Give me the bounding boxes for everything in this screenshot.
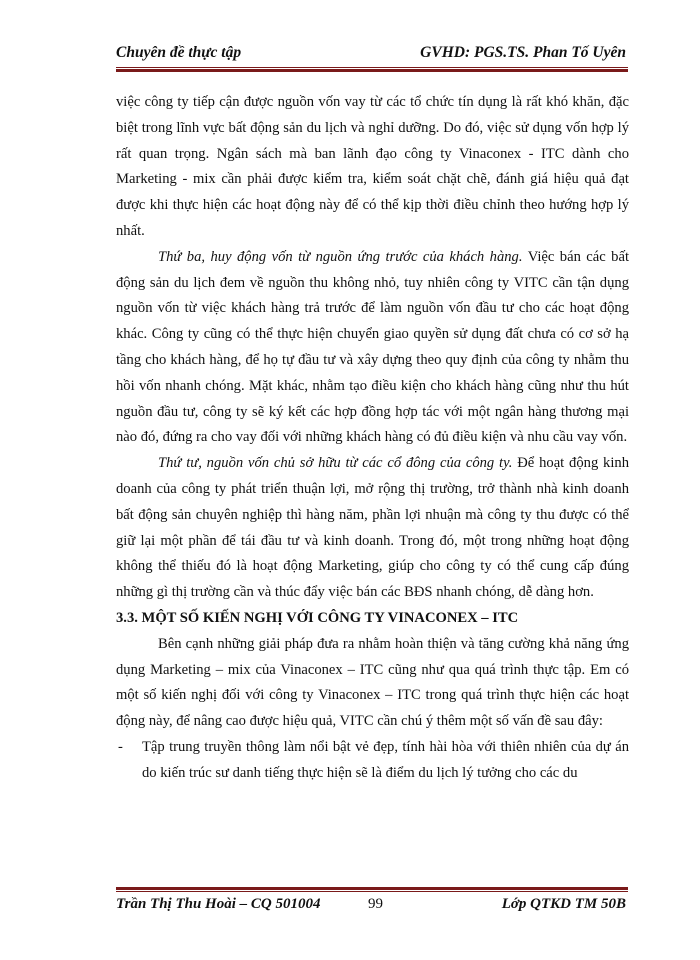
paragraph-recommendations: Bên cạnh những giải pháp đưa ra nhằm hoàn thiện và tăng cường khả năng ứng dụng Marketing – mix của Vinaconex – ITC cũng như qua quá trình thực tập. Em có một số kiến nghị đối với công ty Vinaconex – ITC trong quá trình thực hiện các hoạt động này, để nâng cao được hiệu quả, VITC cần chú ý thêm một số vấn đề sau đây:	[116, 635, 629, 730]
paragraph-lead: Thứ ba, huy động vốn từ nguồn ứng trước của khách hàng.	[158, 248, 523, 265]
paragraph-continued: việc công ty tiếp cận được nguồn vốn vay từ các tổ chức tín dụng là rất khó khăn, đặc biệt trong lĩnh vực bất động sản du lịch và nghỉ dưỡng. Do đó, việc sử dụng vốn hợp lý rất quan trọng. Ngân sách mà ban lãnh đạo công ty Vinaconex - ITC dành cho Marketing - mix cần phải được kiểm tra, kiểm soát chặt chẽ, đánh giá hiệu quả đạt được khi thực hiện các hoạt động này để có thể kịp thời điều chỉnh theo hướng hợp lý nhất.	[116, 94, 629, 239]
header-title: Chuyên đề thực tập	[116, 44, 242, 61]
page-number: 99	[368, 896, 383, 912]
bullet-dash: -	[118, 738, 123, 755]
paragraph-text: Việc bán các bất động sản du lịch đem về nguồn thu không nhỏ, tuy nhiên công ty VITC cần tận dụng nguồn vốn từ việc khách hàng trả trước để làm nguồn vốn đầu tư cho các hoạt động khác. Công ty cũng có thể thực hiện chuyển giao quyền sử dụng đất chưa có cơ sở hạ tầng cho khách hàng, để họ tự đầu tư và xây dựng theo quy định của công ty nhằm thu hồi vốn nhanh chóng. Mặt khác, nhằm tạo điều kiện cho khách hàng cũng như thu hút nguồn đầu tư, công ty sẽ ký kết các hợp đồng hợp tác với một ngân hàng thương mại nào đó, đứng ra cho vay đối với những khách hàng có đủ điều kiện và nhu cầu vay vốn.	[116, 248, 629, 446]
paragraph-fourth-source	[116, 451, 629, 606]
bullet-text: Tập trung truyền thông làm nổi bật vẻ đẹp, tính hài hòa với thiên nhiên của dự án do kiến trúc sư danh tiếng thực hiện sẽ là điểm du lịch lý tưởng cho các du	[142, 738, 629, 781]
paragraph-lead: Thứ tư, nguồn vốn chủ sở hữu từ các cổ đông của công ty.	[158, 455, 513, 472]
footer-class: Lớp QTKD TM 50B	[501, 896, 626, 912]
bullet-item	[116, 735, 629, 787]
paragraph-text: Để hoạt động kinh doanh của công ty phát triển thuận lợi, mở rộng thị trường, trở thành nhà kinh doanh bất động sản chuyên nghiệp thì hàng năm, phần lợi nhuận mà công ty thu được có thể giữ lại một phần để tái đầu tư và kinh doanh. Trong đó, một trong những hoạt động không thể thiếu đó là hoạt động Marketing, giúp cho công ty có thể cung cấp đúng những gì thị trường cần và thúc đẩy việc bán các BĐS nhanh chóng, dễ dàng hơn.	[116, 455, 630, 601]
paragraph-third-source	[116, 245, 629, 451]
header-supervisor: GVHD: PGS.TS. Phan Tố Uyên	[420, 44, 626, 61]
section-heading: 3.3. MỘT SỐ KIẾN NGHỊ VỚI CÔNG TY VINACONEX – ITC	[116, 609, 519, 626]
footer-author: Trần Thị Thu Hoài – CQ 501004	[116, 896, 321, 912]
footer-rule	[116, 887, 628, 892]
header-rule	[116, 67, 628, 72]
page-header	[116, 44, 626, 66]
page-footer	[116, 896, 626, 918]
page-body	[116, 90, 629, 787]
